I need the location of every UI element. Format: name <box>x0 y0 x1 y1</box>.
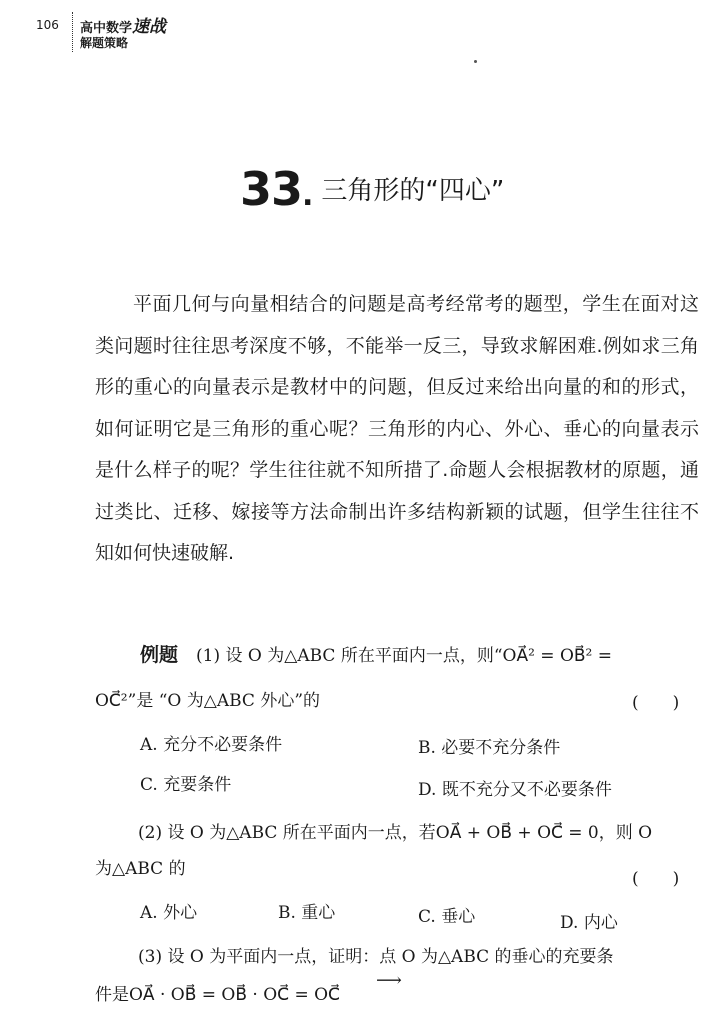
series-subtitle: 解题策略 <box>80 36 129 50</box>
q1-answer-paren: ( ) <box>632 693 680 713</box>
example-q1-line2: OC⃗²”是 “O 为△ABC 外心”的 <box>95 691 321 711</box>
chapter-dot: . <box>302 178 314 213</box>
page-number: 106 <box>36 18 59 32</box>
q2-option-a: A. 外心 <box>140 903 198 923</box>
q1-option-b: B. 必要不充分条件 <box>418 738 561 758</box>
q1-option-c: C. 充要条件 <box>140 775 232 795</box>
intro-paragraph <box>95 284 699 575</box>
example-q3-line2: 件是OA⃗ · OB⃗ = OB⃗ · OC⃗ = OC⃗ <box>95 985 340 1005</box>
ink-speck <box>474 60 477 63</box>
example-q2-line1: (2) 设 O 为△ABC 所在平面内一点，若OA⃗ + OB⃗ + OC⃗ = 0，则 O <box>138 823 653 843</box>
q1-text-1: (1) 设 O 为△ABC 所在平面内一点，则“OA⃗² = OB⃗² = <box>196 646 613 666</box>
q2-option-c: C. 垂心 <box>418 907 476 927</box>
series-suffix: 速战 <box>132 17 167 37</box>
q1-option-a: A. 充分不必要条件 <box>140 735 283 755</box>
q2-option-b: B. 重心 <box>278 903 336 923</box>
series-prefix: 高中数学 <box>80 21 133 36</box>
example-q1-line1 <box>140 640 612 667</box>
example-q2-line2: 为△ABC 的 <box>95 859 186 879</box>
chapter-heading <box>240 162 504 216</box>
example-label: 例题 <box>140 644 179 666</box>
q1-option-d: D. 既不充分又不必要条件 <box>418 780 612 800</box>
header-divider <box>72 12 73 52</box>
q2-option-d: D. 内心 <box>560 913 618 933</box>
q2-answer-paren: ( ) <box>632 869 680 889</box>
chapter-number: 33 <box>240 162 303 216</box>
trailing-arrow: ⟶ <box>376 970 402 991</box>
example-q3-line1: (3) 设 O 为平面内一点，证明：点 O 为△ABC 的垂心的充要条 <box>138 947 614 967</box>
intro-text: 平面几何与向量相结合的问题是高考经常考的题型，学生在面对这类问题时往往思考深度不够，不能举一反三，导致求解困难.例如求三角形的重心的向量表示是教材中的问题，但反过来给出向量的和的形式，如何证明它是三角形的重心呢？三角形的内心、外心、垂心的向量表示是什么样子的呢？学生往往就不知所措了.命题人会根据教材的原题，通过类比、迁移、嫁接等方法命制出许多结构新颖的试题，但学生往往不知如何快速破解. <box>95 293 699 564</box>
chapter-title: 三角形的“四心” <box>321 176 505 206</box>
